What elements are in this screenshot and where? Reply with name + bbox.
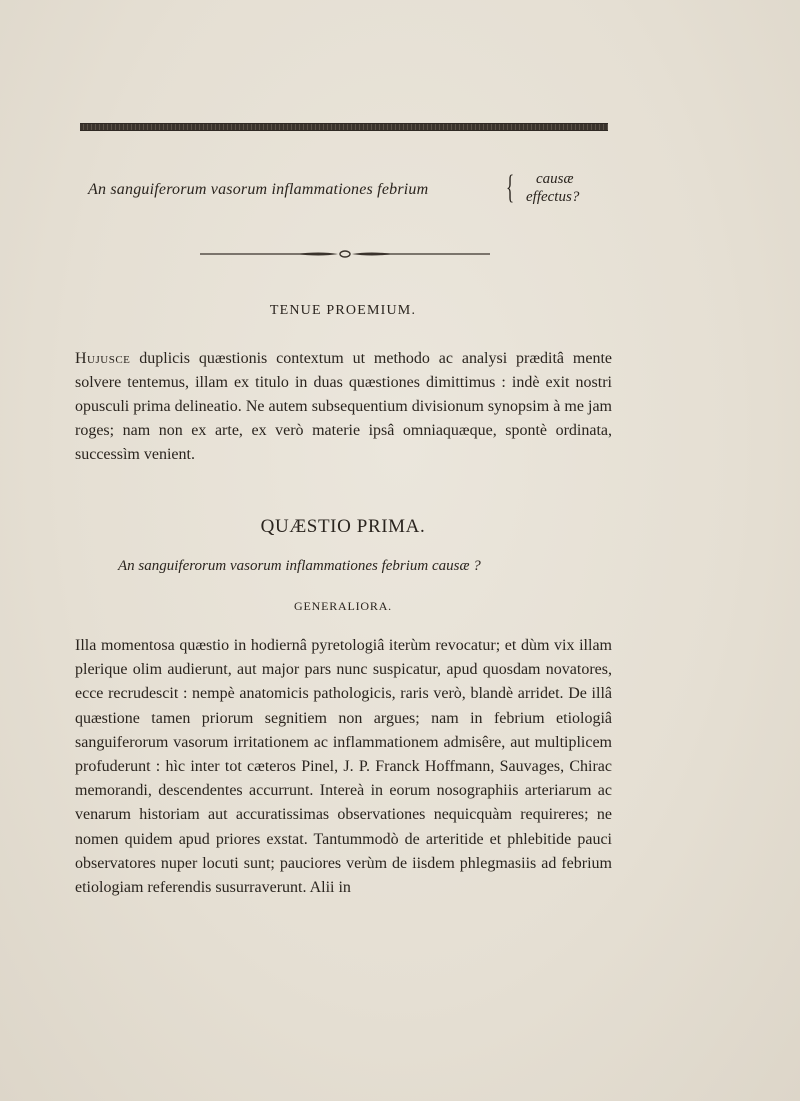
heading-question-text: An sanguiferorum vasorum inflammationes febrium xyxy=(88,181,429,198)
section-title-proemium: TENUE PROEMIUM. xyxy=(269,303,417,318)
ornamental-divider xyxy=(200,248,490,260)
quaestio-question: An sanguiferorum vasorum inflammationes febrium causæ ? xyxy=(118,558,481,574)
proemium-text: duplicis quæstionis contextum ut methodo ac analysi præditâ mente solvere tentemus, illam ex titulo in duas quæstiones dimittimus : indè exit nostri opusculi prima delineatio. Ne autem subsequentium divisionum synopsim à me jam roges; nam non ex arte, ex verò materie ipsâ omniaquæque, spontè ordinata, successìm venient. xyxy=(75,350,612,463)
subsection-title-generaliora: GENERALIORA. xyxy=(294,599,392,613)
quaestio-paragraph: Illa momentosa quæstio in hodiernâ pyretologiâ iterùm revocatur; et dùm vix illam plerique olim audierunt, aut major pars nunc suspicatur, apud quosdam novatores, ecce recrudescit : nempè anatomicis pathologicis, raris verò, blandè arridet. De illâ quæstione tamen priorum segnitiem non argues; nam in febrium etiologiâ sanguiferorum vasorum irritationem ac inflammationem admisêre, aut multiplicem profuderunt : hìc inter tot cæteros Pinel, J. P. Franck Hoffmann, Sauvages, Chirac memorandi, descendentes accurrunt. Intereà in eorum nosographiis arteriarum ac venarum historiam aut accuratissimas observationes nequicquàm requireres; ne nomen quidem apud priores exstat. Tantummodò de arteritide et phlebitide pauci observatores nuper locuti sunt; pauciores verùm de iisdem phlegmasiis ad febrium etiologiam referendis susurraverunt. Alii in xyxy=(75,637,612,897)
heading-option-effectus: effectus? xyxy=(526,189,580,205)
section-title-quaestio: QUÆSTIO PRIMA. xyxy=(260,516,426,537)
proemium-first-word: Hujusce xyxy=(75,350,131,367)
header-rule xyxy=(80,123,608,131)
proemium-paragraph xyxy=(75,347,612,467)
heading-option-causae: causæ xyxy=(536,171,574,187)
heading-brace: { xyxy=(506,169,515,206)
page-heading xyxy=(80,165,620,215)
